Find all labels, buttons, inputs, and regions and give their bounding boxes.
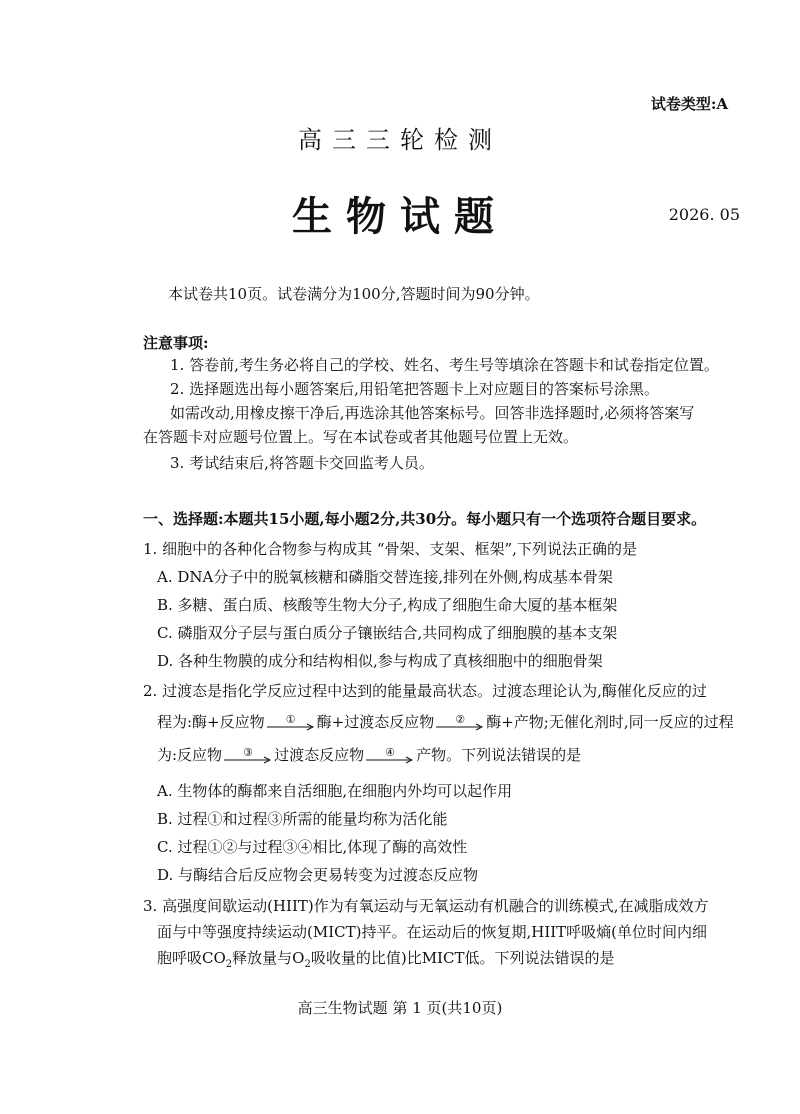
stem-text: 程为:酶+反应物: [157, 713, 265, 731]
question-2-option-c: C. 过程①②与过程③④相比,体现了酶的高效性: [157, 838, 468, 856]
arrow-icon: [364, 755, 416, 765]
notice-item-2-cont: 如需改动,用橡皮擦干净后,再选涂其他答案标号。回答非选择题时,必须将答案写: [170, 404, 695, 422]
stem-text: 为:反应物: [157, 746, 223, 764]
reaction-arrow-4: [364, 747, 416, 765]
question-1-option-c: C. 磷脂双分子层与蛋白质分子镶嵌结合,共同构成了细胞膜的基本支架: [157, 624, 618, 642]
notice-item-2: 2. 选择题选出每小题答案后,用铅笔把答题卡上对应题目的答案标号涂黑。: [170, 380, 659, 398]
step-label: ④: [385, 746, 396, 759]
intro-text: 本试卷共10页。试卷满分为100分,答题时间为90分钟。: [168, 285, 540, 303]
reaction-arrow-1: [265, 714, 317, 732]
arrow-icon: [222, 755, 274, 765]
exam-subtitle: 高三三轮检测: [298, 126, 502, 154]
question-2-stem: 2. 过渡态是指化学反应过程中达到的能量最高状态。过渡态理论认为,酶催化反应的过: [143, 682, 707, 700]
page-title: 生物试题: [292, 193, 508, 240]
stem-text: 过渡态反应物: [274, 746, 365, 764]
question-2-line-3: [157, 743, 581, 767]
stem-text: 酶+过渡态反应物: [316, 713, 435, 731]
question-2-option-d: D. 与酶结合后反应物会更易转变为过渡态反应物: [157, 866, 479, 884]
question-3-line-3: [157, 946, 614, 977]
reaction-arrow-3: [222, 747, 274, 765]
notice-heading: 注意事项:: [143, 334, 209, 352]
subscript: 2: [304, 959, 311, 970]
reaction-arrow-2: [434, 714, 486, 732]
arrow-icon: [434, 722, 486, 732]
subscript: 2: [225, 959, 233, 970]
stem-text: 释放量与O: [232, 949, 305, 967]
question-1-option-a: A. DNA分子中的脱氧核糖和磷脂交替连接,排列在外侧,构成基本骨架: [157, 568, 613, 586]
exam-date: 2026. 05: [668, 205, 740, 224]
arrow-icon: [265, 722, 317, 732]
step-label: ①: [285, 713, 296, 726]
paper-type-label: 试卷类型:A: [650, 95, 728, 113]
stem-text: 产物。下列说法错误的是: [416, 746, 582, 764]
step-label: ③: [243, 746, 253, 759]
stem-text: 吸收量的比值)比MICT低。下列说法错误的是: [310, 949, 615, 967]
notice-item-3: 3. 考试结束后,将答题卡交回监考人员。: [170, 454, 434, 472]
question-2-option-b: B. 过程①和过程③所需的能量均称为活化能: [157, 810, 448, 828]
question-1-stem: 1. 细胞中的各种化合物参与构成其 “骨架、支架、框架”,下列说法正确的是: [143, 540, 637, 558]
stem-text: 胞呼吸CO: [157, 949, 226, 967]
page-footer: 高三生物试题 第 1 页(共10页): [297, 999, 503, 1017]
notice-item-2-cont: 在答题卡对应题号位置上。写在本试卷或者其他题号位置上无效。: [143, 428, 579, 446]
notice-item-1: 1. 答卷前,考生务必将自己的学校、姓名、考生号等填涂在答题卡和试卷指定位置。: [170, 356, 719, 374]
question-2-option-a: A. 生物体的酶都来自活细胞,在细胞内外均可以起作用: [157, 782, 513, 800]
question-1-option-d: D. 各种生物膜的成分和结构相似,参与构成了真核细胞中的细胞骨架: [157, 652, 603, 670]
section-heading: 一、选择题:本题共15小题,每小题2分,共30分。每小题只有一个选项符合题目要求。: [143, 510, 707, 528]
step-label: ②: [455, 713, 466, 726]
stem-text: 酶+产物;无催化剂时,同一反应的过程: [486, 713, 734, 731]
question-3-line-2: 面与中等强度持续运动(MICT)持平。在运动后的恢复期,HIIT呼吸熵(单位时间内细: [157, 923, 708, 941]
question-2-line-2: [157, 710, 734, 734]
question-3-stem: 3. 高强度间歇运动(HIIT)作为有氧运动与无氧运动有机融合的训练模式,在减脂成效方: [143, 897, 709, 915]
question-1-option-b: B. 多糖、蛋白质、核酸等生物大分子,构成了细胞生命大厦的基本框架: [157, 596, 618, 614]
